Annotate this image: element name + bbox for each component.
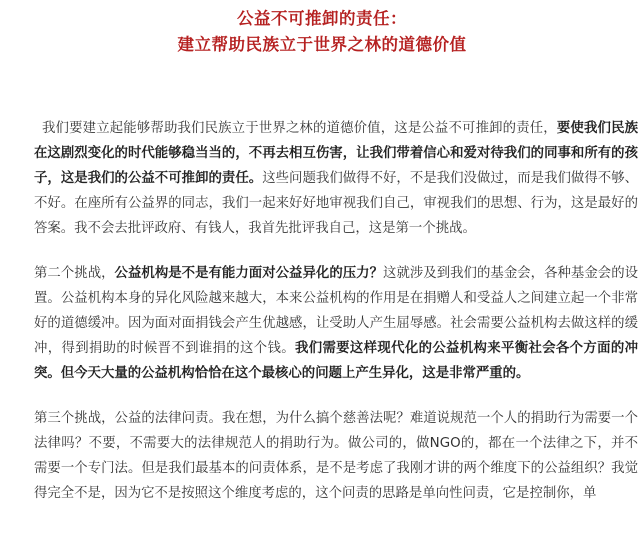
paragraph-2-text: 第二个挑战， (34, 266, 115, 281)
paragraph-2-bold-2: 我们需要这样现代化的公益机构来平衡社会各个方面的冲突。但今天大量的公益机构恰恰在这个最核心的问题上产生异化，这是非常严重的。 (34, 341, 639, 381)
article-body (34, 116, 638, 506)
paragraph-3-text: 第三个挑战，公益的法律问责。我在想，为什么搞个慈善法呢？难道说规范一个人的捐助行为需要一个法律吗？不要，不需要大的法律规范人的捐助行为。做公司的，做NGO的，都在一个法律之下，并不需要一个专门法。但是我们最基本的问责体系，是不是考虑了我刚才讲的两个维度下的公益组织？我觉得完全不是，因为它不是按照这个维度考虑的，这个问责的思路是单向性问责，它是控制你，单 (34, 411, 638, 501)
paragraph-1-text-2: 这些问题我们做得不好，不是我们没做过，而是我们做得不够、不好。在座所有公益界的同志，我们一起来好好地审视我们自己，审视我们的思想、行为，这是最好的答案。我不会去批评政府、有钱人，我首先批评我自己，这是第一个挑战。 (34, 171, 639, 236)
paragraph-spacer (34, 386, 638, 406)
paragraph-1 (34, 116, 638, 241)
paragraph-2 (34, 261, 638, 386)
paragraph-3 (34, 406, 638, 506)
paragraph-2-text-2: 这就涉及到我们的基金会，各种基金会的设置。公益机构本身的异化风险越来越大，本来公益机构的作用是在捐赠人和受益人之间建立起一个非常好的道德缓冲。因为面对面捐钱会产生优越感，让受助人产生屈辱感。社会需要公益机构去做这样的缓冲，得到捐助的时候晋不到谁捐的这个钱。 (34, 266, 639, 356)
paragraph-1-text: 我们要建立起能够帮助我们民族立于世界之林的道德价值，这是公益不可推卸的责任， (42, 121, 557, 136)
article-title (0, 6, 644, 58)
paragraph-spacer (34, 241, 638, 261)
paragraph-2-bold: 公益机构是不是有能力面对公益异化的压力？ (114, 266, 384, 281)
title-line-1: 公益不可推卸的责任： (237, 9, 407, 28)
paragraph-1-bold: 要使我们民族在这剧烈变化的时代能够稳当当的，不再去相互伤害，让我们带着信心和爱对待我们的同事和所有的孩子，这是我们的公益不可推卸的责任。 (34, 121, 639, 186)
title-line-2: 建立帮助民族立于世界之林的道德价值 (177, 35, 467, 54)
